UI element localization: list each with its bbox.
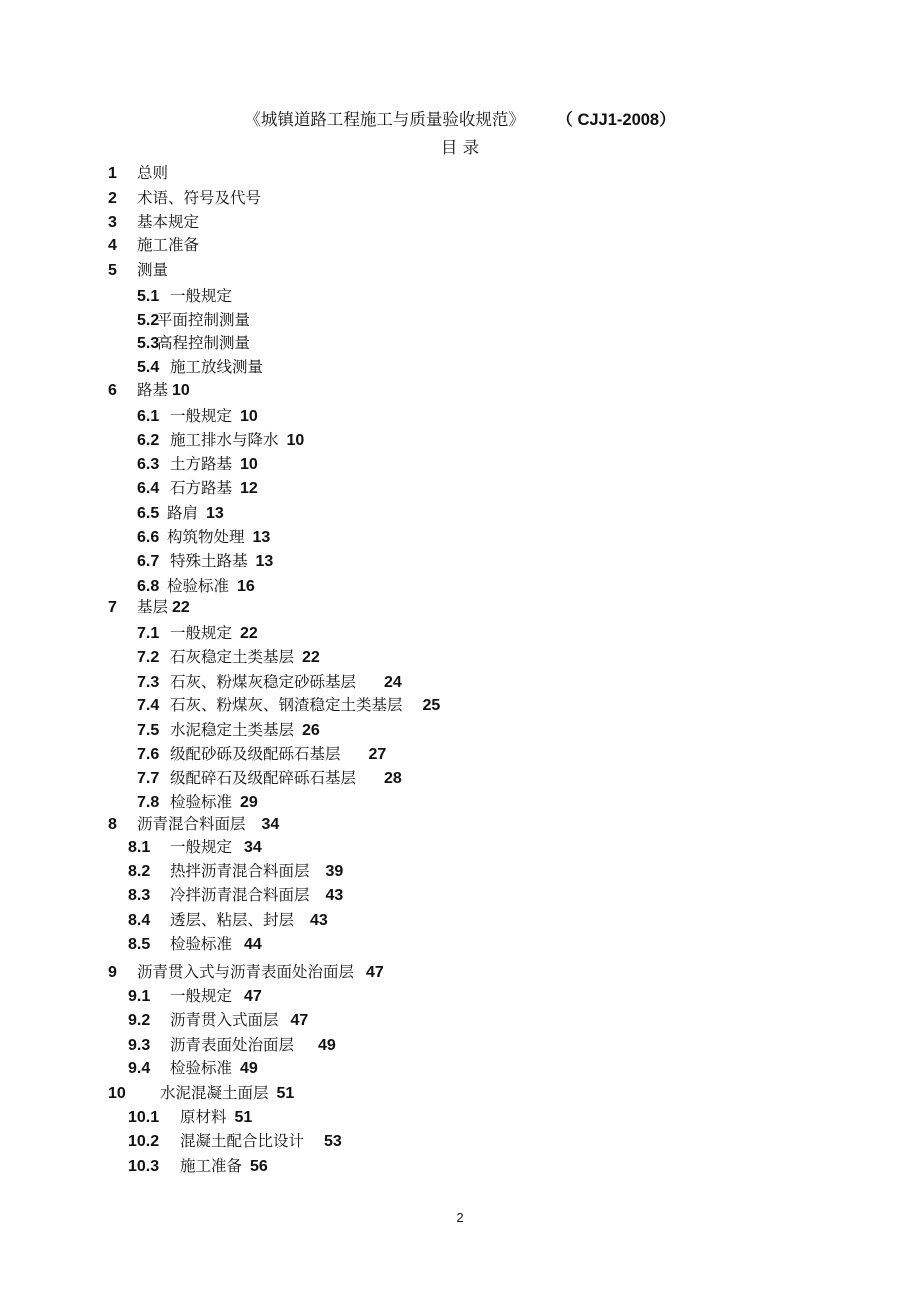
toc-entry-page: 12 (240, 480, 258, 497)
toc-entry-page: 22 (172, 599, 190, 616)
toc-entry-number: 8 (108, 816, 117, 833)
toc-entry-number: 7.8 (137, 794, 160, 811)
toc-entry-number: 9 (108, 964, 117, 981)
toc-entry-title: 水泥混凝土面层 (160, 1084, 269, 1102)
toc-entry[interactable] (137, 550, 273, 572)
toc-entry-number: 8.4 (128, 912, 151, 929)
toc-entry-page: 22 (240, 625, 258, 642)
toc-entry-page: 47 (244, 988, 262, 1005)
toc-entry[interactable] (137, 791, 258, 813)
toc-entry-page: 47 (366, 964, 384, 981)
toc-entry-page: 13 (252, 529, 271, 546)
toc-entry-number: 10.3 (128, 1158, 160, 1175)
toc-entry[interactable] (128, 985, 262, 1007)
toc-entry-title: 冷拌沥青混合料面层 (170, 886, 310, 904)
toc-entry[interactable] (108, 234, 199, 256)
toc-entry-title: 一般规定 (170, 407, 233, 425)
toc-entry-title: 一般规定 (170, 287, 233, 305)
toc-entry-title: 石灰稳定土类基层 (170, 648, 295, 666)
toc-entry-number: 6.3 (137, 456, 160, 473)
toc-entry[interactable] (128, 1155, 268, 1177)
toc-entry-number: 9.2 (128, 1012, 151, 1029)
toc-entry-page: 10 (240, 408, 258, 425)
toc-entry-number: 6 (108, 382, 117, 399)
toc-entry[interactable] (108, 961, 384, 983)
toc-entry-page: 51 (276, 1085, 295, 1102)
toc-entry-number: 10.2 (128, 1133, 160, 1150)
toc-entry[interactable] (137, 477, 258, 499)
toc-entry[interactable] (137, 285, 232, 307)
toc-entry-title: 路肩 (167, 504, 199, 522)
toc-entry-page: 28 (384, 770, 402, 787)
toc-entry[interactable] (137, 526, 270, 548)
document-title-text: 《城镇道路工程施工与质量验收规范》 (244, 110, 525, 129)
toc-entry-title: 施工准备 (180, 1157, 243, 1175)
toc-entry-title: 土方路基 (170, 455, 233, 473)
toc-entry-page: 10 (172, 382, 190, 399)
toc-entry-page: 10 (240, 456, 258, 473)
toc-entry-title: 沥青表面处治面层 (170, 1036, 295, 1054)
toc-entry-number: 5.2 (137, 312, 160, 329)
toc-entry[interactable] (128, 933, 262, 955)
toc-entry-title: 术语、符号及代号 (137, 189, 262, 207)
toc-entry-number: 2 (108, 190, 117, 207)
toc-entry-title: 级配砂砾及级配砾石基层 (170, 745, 341, 763)
toc-entry[interactable] (128, 1106, 252, 1128)
toc-entry-number: 6.5 (137, 505, 160, 522)
toc-entry-number: 7.2 (137, 649, 160, 666)
toc-entry[interactable] (128, 836, 262, 858)
toc-entry-page: 27 (368, 746, 387, 763)
toc-entry-title: 一般规定 (170, 624, 233, 642)
toc-entry-number: 6.6 (137, 529, 160, 546)
toc-entry-page: 44 (244, 936, 262, 953)
toc-entry[interactable] (108, 162, 168, 184)
toc-heading: 目 录 (440, 138, 480, 157)
toc-entry-title: 测量 (137, 261, 169, 279)
toc-entry-page: 56 (250, 1158, 268, 1175)
toc-entry-number: 7.5 (137, 722, 160, 739)
toc-entry[interactable] (108, 259, 168, 281)
toc-entry[interactable] (137, 719, 320, 741)
toc-entry-title: 级配碎石及级配碎砾石基层 (170, 769, 357, 787)
toc-entry-title: 检验标准 (167, 577, 230, 595)
toc-entry[interactable] (137, 767, 402, 789)
toc-entry[interactable] (137, 622, 258, 644)
toc-entry[interactable] (137, 405, 258, 427)
toc-entry[interactable] (108, 187, 261, 209)
toc-entry[interactable] (128, 909, 328, 931)
toc-entry-title: 施工排水与降水 (170, 431, 279, 449)
toc-entry-page: 29 (240, 794, 258, 811)
toc-entry-title: 高程控制测量 (157, 334, 251, 352)
toc-entry-title: 特殊土路基 (170, 552, 248, 570)
toc-entry-number: 6.7 (137, 553, 160, 570)
toc-entry-title: 施工放线测量 (170, 358, 264, 376)
toc-entry-number: 5.3 (137, 335, 160, 352)
toc-entry-page: 49 (318, 1037, 336, 1054)
toc-entry[interactable] (137, 671, 402, 693)
toc-entry-title: 平面控制测量 (157, 311, 251, 329)
toc-entry-page: 51 (234, 1109, 253, 1126)
toc-entry[interactable] (108, 1082, 294, 1104)
toc-entry-title: 基本规定 (137, 213, 200, 231)
toc-entry[interactable] (137, 694, 440, 716)
toc-entry[interactable] (137, 575, 255, 597)
toc-entry-title: 沥青贯入式与沥青表面处治面层 (137, 963, 355, 981)
toc-entry-page: 16 (237, 578, 255, 595)
toc-entry[interactable] (128, 860, 343, 882)
document-title (0, 110, 920, 130)
toc-entry-number: 5 (108, 262, 117, 279)
toc-entry-number: 7.6 (137, 746, 160, 763)
toc-entry-number: 5.1 (137, 288, 160, 305)
toc-entry-page: 13 (206, 505, 224, 522)
toc-entry-page: 10 (286, 432, 305, 449)
toc-entry-number: 4 (108, 237, 117, 254)
toc-entry-page: 49 (240, 1060, 258, 1077)
toc-entry-number: 10 (108, 1085, 126, 1102)
toc-entry-title: 热拌沥青混合料面层 (170, 862, 310, 880)
toc-entry-number: 6.8 (137, 578, 160, 595)
toc-entry-title: 沥青贯入式面层 (170, 1011, 279, 1029)
toc-entry-title: 路基 (137, 381, 169, 399)
toc-entry-title: 原材料 (180, 1108, 227, 1126)
toc-entry-title: 总则 (137, 164, 169, 182)
toc-entry-number: 8.1 (128, 839, 151, 856)
toc-entry[interactable] (137, 502, 224, 524)
toc-entry-title: 透层、粘层、封层 (170, 911, 295, 929)
toc-entry-page: 25 (422, 697, 441, 714)
toc-entry[interactable] (128, 884, 343, 906)
toc-entry[interactable] (128, 1009, 308, 1031)
toc-entry-number: 8.5 (128, 936, 151, 953)
toc-entry[interactable] (137, 453, 258, 475)
toc-entry[interactable] (108, 211, 199, 233)
toc-entry-title: 一般规定 (170, 838, 233, 856)
toc-entry-number: 10.1 (128, 1109, 160, 1126)
toc-entry-page: 39 (325, 863, 344, 880)
toc-entry[interactable] (108, 813, 279, 835)
toc-entry-title: 水泥稳定土类基层 (170, 721, 295, 739)
toc-entry-title: 检验标准 (170, 935, 233, 953)
toc-entry-page: 26 (302, 722, 320, 739)
toc-entry[interactable] (137, 332, 250, 354)
toc-entry-number: 3 (108, 214, 117, 231)
toc-entry[interactable] (128, 1057, 258, 1079)
toc-entry-title: 混凝土配合比设计 (180, 1132, 305, 1150)
toc-entry-number: 7.3 (137, 674, 160, 691)
toc-entry-number: 6.4 (137, 480, 160, 497)
toc-entry-title: 检验标准 (170, 793, 233, 811)
toc-entry[interactable] (108, 379, 190, 401)
toc-entry-page: 34 (244, 839, 262, 856)
toc-entry-number: 6.1 (137, 408, 160, 425)
toc-entry-title: 检验标准 (170, 1059, 233, 1077)
page-number: 2 (456, 1210, 464, 1225)
document-code: （ CJJ1-2008） (556, 111, 676, 129)
toc-entry-number: 5.4 (137, 359, 160, 376)
toc-entry-title: 石方路基 (170, 479, 233, 497)
toc-entry-page: 43 (325, 887, 344, 904)
toc-entry-number: 7.7 (137, 770, 160, 787)
toc-entry-page: 24 (384, 674, 402, 691)
toc-entry-number: 8.3 (128, 887, 151, 904)
toc-entry-number: 7.1 (137, 625, 160, 642)
toc-entry-title: 石灰、粉煤灰、钢渣稳定土类基层 (170, 696, 403, 714)
toc-entry[interactable] (137, 429, 304, 451)
toc-entry-page: 13 (255, 553, 274, 570)
toc-entry-page: 53 (324, 1133, 342, 1150)
toc-entry-title: 沥青混合料面层 (137, 815, 246, 833)
toc-entry[interactable] (137, 309, 250, 331)
toc-entry-number: 8.2 (128, 863, 151, 880)
toc-entry-title: 构筑物处理 (167, 528, 245, 546)
toc-entry-number: 9.3 (128, 1037, 151, 1054)
toc-entry-number: 9.4 (128, 1060, 151, 1077)
toc-entry-page: 47 (290, 1012, 309, 1029)
toc-entry-title: 基层 (137, 598, 169, 616)
toc-entry[interactable] (137, 743, 386, 765)
toc-entry-title: 施工准备 (137, 236, 200, 254)
toc-entry-page: 22 (302, 649, 320, 666)
toc-entry[interactable] (108, 596, 190, 618)
toc-entry-number: 6.2 (137, 432, 160, 449)
toc-entry[interactable] (137, 646, 320, 668)
toc-entry-title: 石灰、粉煤灰稳定砂砾基层 (170, 673, 357, 691)
toc-entry[interactable] (128, 1130, 342, 1152)
toc-entry[interactable] (128, 1034, 336, 1056)
toc-entry-number: 7.4 (137, 697, 160, 714)
toc-entry-page: 34 (261, 816, 280, 833)
toc-entry-number: 1 (108, 165, 117, 182)
toc-entry-page: 43 (310, 912, 328, 929)
toc-entry-number: 9.1 (128, 988, 151, 1005)
toc-entry-number: 7 (108, 599, 117, 616)
toc-entry[interactable] (137, 356, 263, 378)
toc-entry-title: 一般规定 (170, 987, 233, 1005)
